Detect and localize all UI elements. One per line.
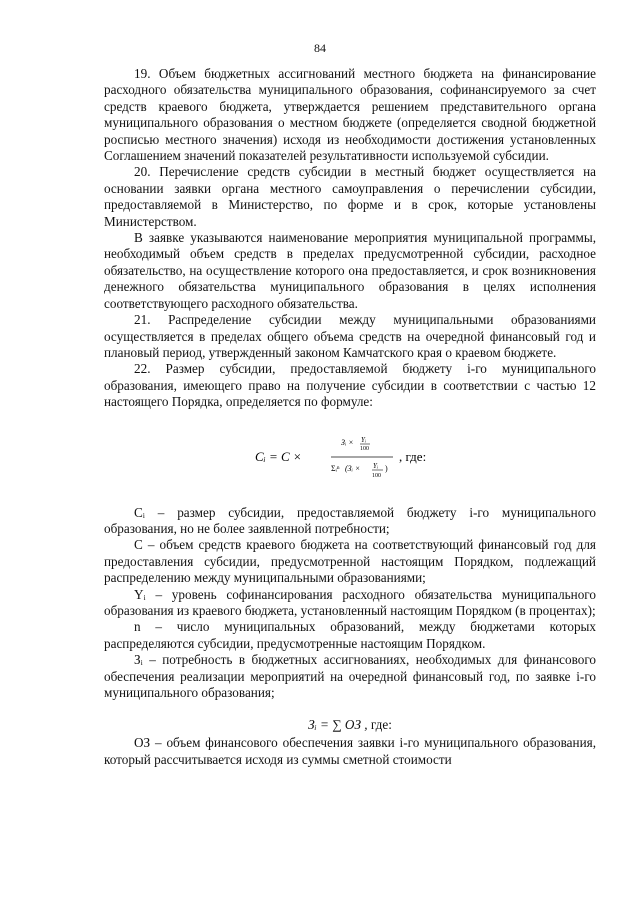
paragraph-22: 22. Размер субсидии, предоставляемой бюджету i-го муниципального образования, имеющего право на получение субсидии в соответствии с частью 12 настоящего Порядка, определяется по формуле: [104, 361, 596, 410]
demand-formula-expression: Зᵢ = ∑ ОЗ , [308, 717, 368, 733]
formula-numerator-100: 100 [360, 445, 369, 452]
formula-denominator-y: Yᵢ [373, 461, 379, 470]
formula-suffix: , где: [399, 448, 427, 464]
definition-c: С – объем средств краевого бюджета на соответствующий финансовый год для предоставления субсидии, предусмотренной настоящим Порядком, подлежащий распределению между муниципальными образованиями; [104, 537, 596, 586]
formula-numerator-z: Зᵢ × [341, 437, 354, 447]
formula-denominator-inner: (Зᵢ × [345, 463, 361, 473]
subsidy-formula-graphic [235, 429, 465, 487]
subsidy-formula [104, 429, 596, 487]
definition-zi: Зᵢ – потребность в бюджетных ассигнованиях, необходимых для финансового обеспечения реализации мероприятий на очередной финансовый год, по заявке i-го муниципального образования; [104, 652, 596, 700]
page-number: 84 [314, 41, 326, 55]
demand-formula-suffix: где: [367, 717, 392, 733]
formula-lhs: Cᵢ = C × [255, 448, 302, 464]
definition-yi: Yᵢ – уровень софинансирования расходного обязательства муниципального образования из краевого бюджета, установленный настоящим Порядком (в процентах); [104, 586, 596, 618]
formula-denominator-100: 100 [372, 472, 381, 479]
definition-ci: Cᵢ – размер субсидии, предоставляемой бюджету i-го муниципального образования, но не более заявленной потребности; [104, 504, 596, 536]
definition-oz: ОЗ – объем финансового обеспечения заявки i-го муниципального образования, который рассчитывается исходя из суммы сметной стоимости [104, 735, 596, 767]
paragraph-19: 19. Объем бюджетных ассигнований местного бюджета на финансирование расходного обязательства муниципального образования, софинансируемого за счет средств краевого бюджета, утверждается решением представительного органа муниципального образования о местном бюджете (определяется сводной бюджетной росписью местного значения) исходя из необходимости достижения установленных Соглашением значений показателей результативности используемой субсидии. [104, 66, 596, 164]
formula-numerator-y: Yᵢ [361, 435, 367, 444]
paragraph-21: 21. Распределение субсидии между муниципальными образованиями осуществляется в пределах общего объема средств на очередной финансовый год и плановый период, утвержденный законом Камчатского края о краевом бюджете. [104, 312, 596, 360]
definition-n: n – число муниципальных образований, между бюджетами которых распределяются субсидии, предусмотренные настоящим Порядком. [104, 619, 596, 651]
demand-formula [104, 715, 596, 735]
formula-denominator-sum: Σᵢⁿ [331, 463, 340, 473]
formula-denominator-close: ) [385, 463, 388, 473]
paragraph-20-application: В заявке указываются наименование мероприятия муниципальной программы, необходимый объем средств в пределах предусмотренной субсидии, расходное обязательство, на осуществление которого она предоставляется, и срок возникновения денежного обязательства муниципального образования в целях исполнения соответствующего расходного обязательства. [104, 230, 596, 311]
document-body [104, 66, 596, 768]
paragraph-20: 20. Перечисление средств субсидии в местный бюджет осуществляется на основании заявки органа местного самоуправления о перечислении субсидии, предоставляемой в Министерство, по форме и в срок, которые установлены Министерством. [104, 164, 596, 229]
